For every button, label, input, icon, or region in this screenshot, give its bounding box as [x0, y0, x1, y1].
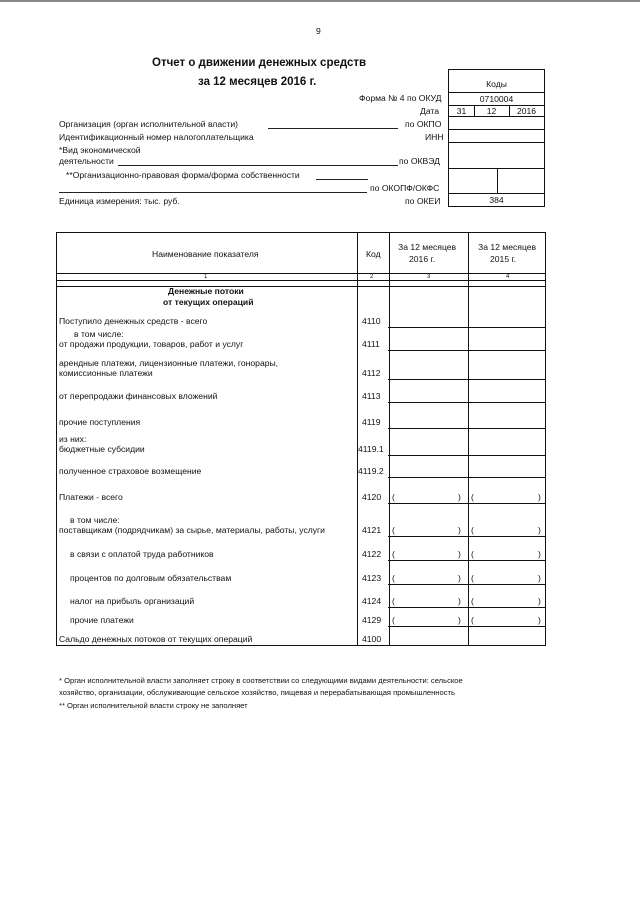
row-code: 4122 [362, 549, 382, 559]
okved-label: по ОКВЭД [399, 156, 440, 166]
okopf-label: по ОКОПФ/ОКФС [370, 183, 440, 193]
col-number-4: 4 [506, 274, 510, 280]
date-year: 2016 [516, 106, 537, 116]
close-paren: ) [458, 596, 461, 606]
row-name: поставщикам (подрядчикам) за сырье, материалы, работы, услуги [59, 525, 325, 535]
footnote-2: ** Орган исполнительной власти строку не заполняет [59, 701, 248, 710]
date-label: Дата [420, 106, 440, 116]
row-code: 4129 [362, 615, 382, 625]
okei-code: 384 [489, 195, 504, 205]
close-paren: ) [538, 492, 541, 502]
row-code: 4124 [362, 596, 382, 606]
organization-field[interactable] [268, 128, 398, 129]
open-paren: ( [392, 573, 395, 583]
unit-label: Единица измерения: тыс. руб. [59, 196, 180, 206]
report-period: за 12 месяцев 2016 г. [198, 76, 317, 88]
col-2016-header-line1: За 12 месяцев [398, 242, 457, 252]
form-label: Форма № 4 по ОКУД [359, 93, 442, 103]
section-title-line1: Денежные потоки [168, 286, 244, 296]
activity-label-line2: деятельности [59, 156, 114, 166]
close-paren: ) [458, 525, 461, 535]
legal-form-label: **Организационно-правовая форма/форма собственности [66, 170, 300, 180]
close-paren: ) [458, 492, 461, 502]
open-paren: ( [392, 549, 395, 559]
footnote-1-line1: * Орган исполнительной власти заполняет строку в соответствии со следующими видами деятельности: сельское [59, 676, 463, 685]
row-prefix: в том числе: [74, 329, 124, 339]
row-code: 4121 [362, 525, 382, 535]
row-code: 4111 [362, 339, 380, 349]
row-name: от продажи продукции, товаров, работ и услуг [59, 339, 244, 349]
legal-form-field-a[interactable] [316, 179, 368, 180]
close-paren: ) [458, 549, 461, 559]
row-code: 4123 [362, 573, 382, 583]
row-code: 4113 [362, 391, 381, 401]
col-2015-header-line1: За 12 месяцев [478, 242, 537, 252]
row-name: Поступило денежных средств - всего [59, 316, 208, 326]
row-name: прочие платежи [70, 615, 134, 625]
row-code: 4119.2 [358, 466, 384, 476]
col-name-header: Наименование показателя [152, 249, 259, 259]
activity-label-line1: *Вид экономической [59, 145, 141, 155]
close-paren: ) [538, 525, 541, 535]
open-paren: ( [471, 525, 474, 535]
row-code: 4119 [362, 417, 381, 427]
row-prefix: из них: [59, 434, 87, 444]
row-name: в связи с оплатой труда работников [70, 549, 214, 559]
close-paren: ) [538, 573, 541, 583]
inn-full-label: Идентификационный номер налогоплательщика [59, 132, 254, 142]
okei-label: по ОКЕИ [405, 196, 441, 206]
open-paren: ( [471, 596, 474, 606]
close-paren: ) [538, 615, 541, 625]
row-name: бюджетные субсидии [59, 444, 145, 454]
footnote-1-line2: хозяйство, организации, обслуживающие сельское хозяйство, пищевая и перерабатывающая промышленность [59, 688, 455, 697]
close-paren: ) [538, 549, 541, 559]
open-paren: ( [471, 615, 474, 625]
scan-top-edge [0, 0, 640, 2]
activity-field[interactable] [118, 165, 398, 166]
col-number-2: 2 [370, 274, 374, 280]
row-code: 4119.1 [358, 444, 384, 454]
row-name: Платежи - всего [59, 492, 123, 502]
row-name: комиссионные платежи [59, 368, 153, 378]
row-name: от перепродажи финансовых вложений [59, 391, 218, 401]
section-title-line2: от текущих операций [163, 297, 254, 307]
legal-form-field-b[interactable] [59, 192, 367, 193]
open-paren: ( [392, 492, 395, 502]
close-paren: ) [458, 615, 461, 625]
row-name: прочие поступления [59, 417, 141, 427]
row-code: 4110 [362, 316, 381, 326]
row-name: полученное страховое возмещение [59, 466, 202, 476]
close-paren: ) [538, 596, 541, 606]
col-code-header: Код [366, 249, 381, 259]
codes-block [448, 69, 545, 207]
date-day: 31 [456, 106, 467, 116]
organization-label: Организация (орган исполнительной власти) [59, 119, 238, 129]
row-prefix: арендные платежи, лицензионные платежи, гонорары, [59, 358, 279, 368]
open-paren: ( [392, 615, 395, 625]
row-code: 4100 [362, 634, 382, 644]
page-number: 9 [316, 26, 321, 36]
date-month: 12 [486, 106, 497, 116]
col-2016-header-line2: 2016 г. [409, 254, 435, 264]
open-paren: ( [392, 525, 395, 535]
close-paren: ) [458, 573, 461, 583]
row-name: Сальдо денежных потоков от текущих операций [59, 634, 253, 644]
row-prefix: в том числе: [70, 515, 120, 525]
okud-code: 0710004 [479, 94, 514, 104]
col-number-1: 1 [204, 274, 208, 280]
open-paren: ( [471, 549, 474, 559]
col-2015-header-line2: 2015 г. [490, 254, 516, 264]
okpo-label: по ОКПО [405, 119, 442, 129]
row-code: 4120 [362, 492, 382, 502]
codes-header: Коды [486, 79, 507, 89]
col-number-3: 3 [427, 274, 431, 280]
row-code: 4112 [362, 368, 381, 378]
row-name: процентов по долговым обязательствам [70, 573, 232, 583]
open-paren: ( [471, 573, 474, 583]
open-paren: ( [392, 596, 395, 606]
inn-label: ИНН [425, 132, 444, 142]
row-name: налог на прибыль организаций [70, 596, 195, 606]
open-paren: ( [471, 492, 474, 502]
report-title: Отчет о движении денежных средств [152, 57, 367, 69]
